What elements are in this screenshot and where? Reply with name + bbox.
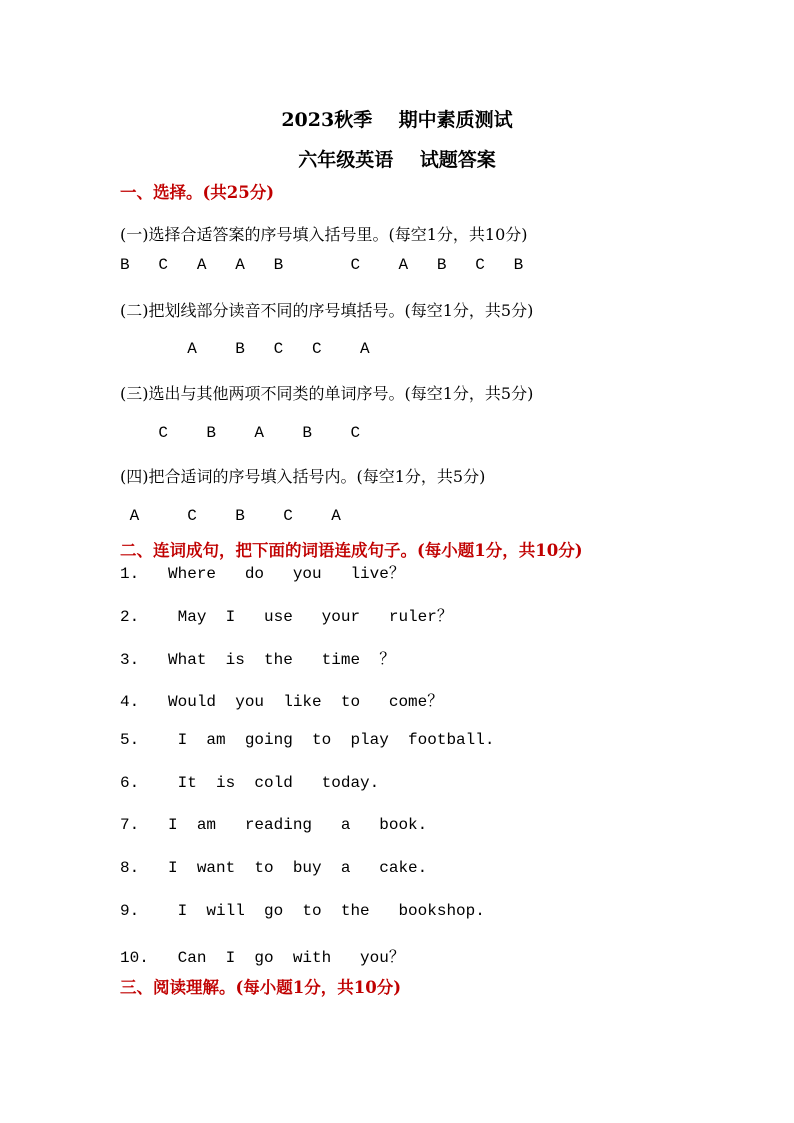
page-title: 2023秋季 期中素质测试 [281,109,513,131]
sentence-item: 7. I am reading a book. [120,816,428,834]
sentence-item: 1. Where do you live？ [120,565,405,583]
section-1-heading: 一、选择。(共25分) [120,183,275,202]
sentence-item: 6. It is cold today. [120,774,380,792]
section-2-heading: 二、连词成句，把下面的词语连成句子。(每小题1分，共10分) [120,541,583,560]
section-3-heading: 三、阅读理解。(每小题1分，共10分) [120,978,402,997]
part-3-title: (三)选出与其他两项不同类的单词序号。(每空1分，共5分) [120,384,534,403]
part-1-answers: B C A A B C A B C B [120,256,524,274]
sentence-item: 5. I am going to play football. [120,731,495,749]
part-4-answers: A C B C A [120,507,341,525]
sentence-item: 8. I want to buy a cake. [120,859,428,877]
part-2-answers: A B C C A [120,340,370,358]
sentence-item: 4. Would you like to come？ [120,693,444,711]
sentence-item: 9. I will go to the bookshop. [120,902,485,920]
page-subtitle: 六年级英语 试题答案 [298,149,496,171]
sentence-item: 10. Can I go with you？ [120,949,405,967]
part-3-answers: C B A B C [120,424,361,442]
part-2-title: (二)把划线部分读音不同的序号填括号。(每空1分，共5分) [120,301,534,320]
part-1-title: (一)选择合适答案的序号填入括号里。(每空1分，共10分) [120,225,528,244]
sentence-item: 2. May I use your ruler？ [120,608,453,626]
part-4-title: (四)把合适词的序号填入括号内。(每空1分，共5分) [120,467,486,486]
sentence-item: 3. What is the time ？ [120,651,396,669]
